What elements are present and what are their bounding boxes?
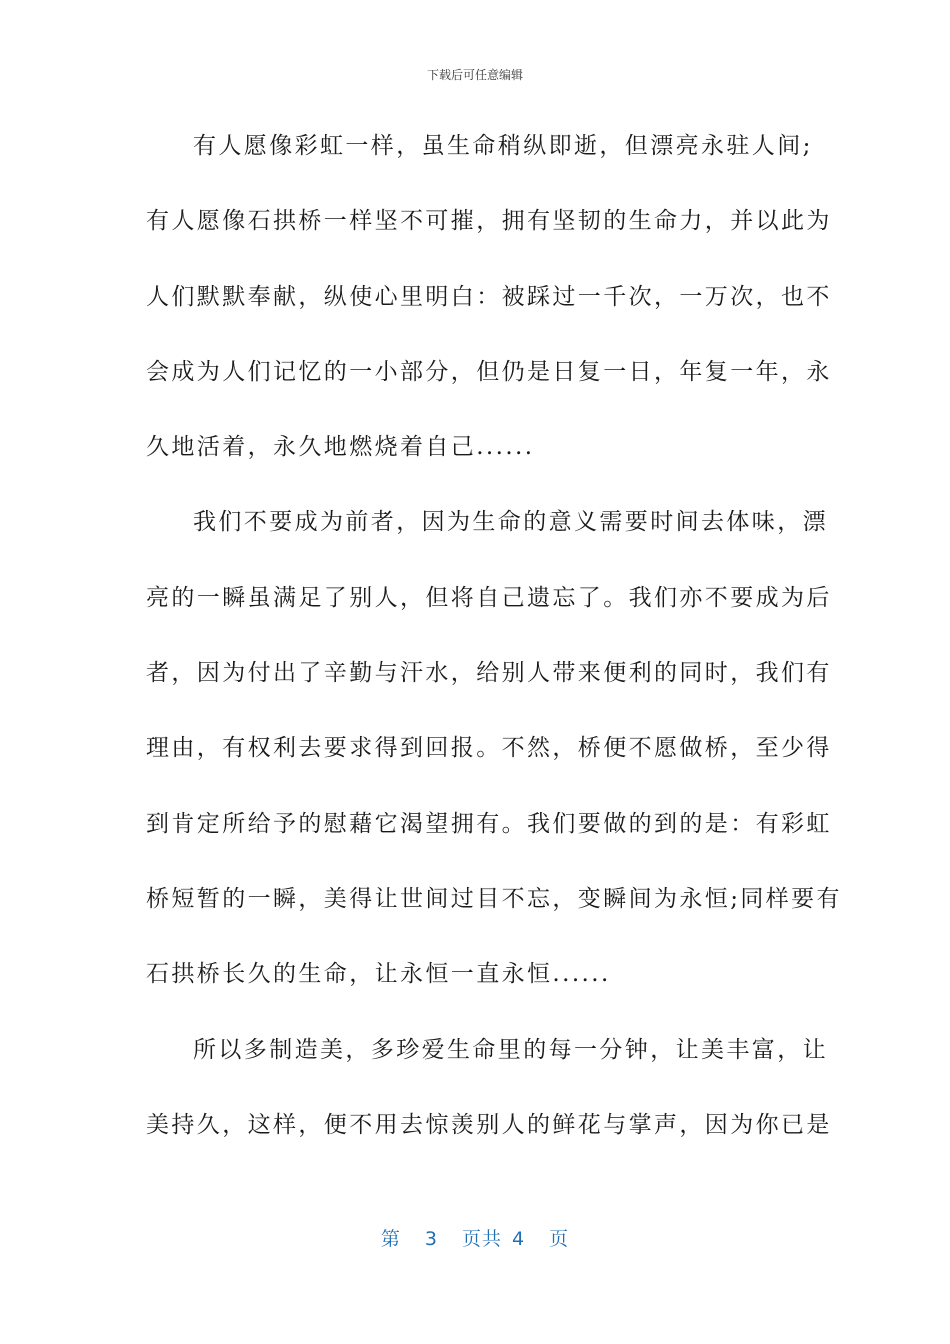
text-line: 理由，有权利去要求得到回报。不然，桥便不愿做桥，至少得 (146, 735, 832, 762)
text-line: 有人愿像石拱桥一样坚不可摧，拥有坚韧的生命力，并以此为 (146, 208, 832, 235)
text-line: 我们不要成为前者，因为生命的意义需要时间去体味，漂 (193, 509, 828, 536)
text-line: 桥短暂的一瞬，美得让世间过目不忘，变瞬间为永恒;同样要有 (146, 885, 842, 912)
text-line: 人们默默奉献，纵使心里明白：被踩过一千次，一万次，也不 (146, 283, 832, 310)
text-line: 所以多制造美，多珍爱生命里的每一分钟，让美丰富，让 (193, 1036, 828, 1063)
footer-suffix: 页 (549, 1228, 570, 1250)
page-header: 下载后可任意编辑 (426, 68, 523, 82)
text-line: 者，因为付出了辛勤与汗水，给别人带来便利的同时，我们有 (146, 660, 832, 687)
text-line: 美持久，这样，便不用去惊羡别人的鲜花与掌声，因为你已是 (146, 1111, 832, 1138)
page-footer (0, 1224, 950, 1251)
footer-middle: 页共 (461, 1228, 502, 1250)
total-page-number: 4 (512, 1228, 526, 1250)
text-line: 石拱桥长久的生命，让永恒一直永恒...... (146, 961, 611, 988)
text-line: 久地活着，永久地燃烧着自己...... (146, 434, 535, 461)
text-line: 会成为人们记忆的一小部分，但仍是日复一日，年复一年，永 (146, 358, 832, 385)
current-page-number: 3 (424, 1228, 438, 1250)
text-line: 有人愿像彩虹一样，虽生命稍纵即逝，但漂亮永驻人间; (193, 133, 813, 159)
footer-prefix: 第 (380, 1228, 401, 1250)
text-line: 亮的一瞬虽满足了别人，但将自己遗忘了。我们亦不要成为后 (146, 584, 832, 611)
text-line: 到肯定所给予的慰藉它渴望拥有。我们要做的到的是：有彩虹 (146, 810, 832, 837)
document-body (146, 120, 842, 1174)
